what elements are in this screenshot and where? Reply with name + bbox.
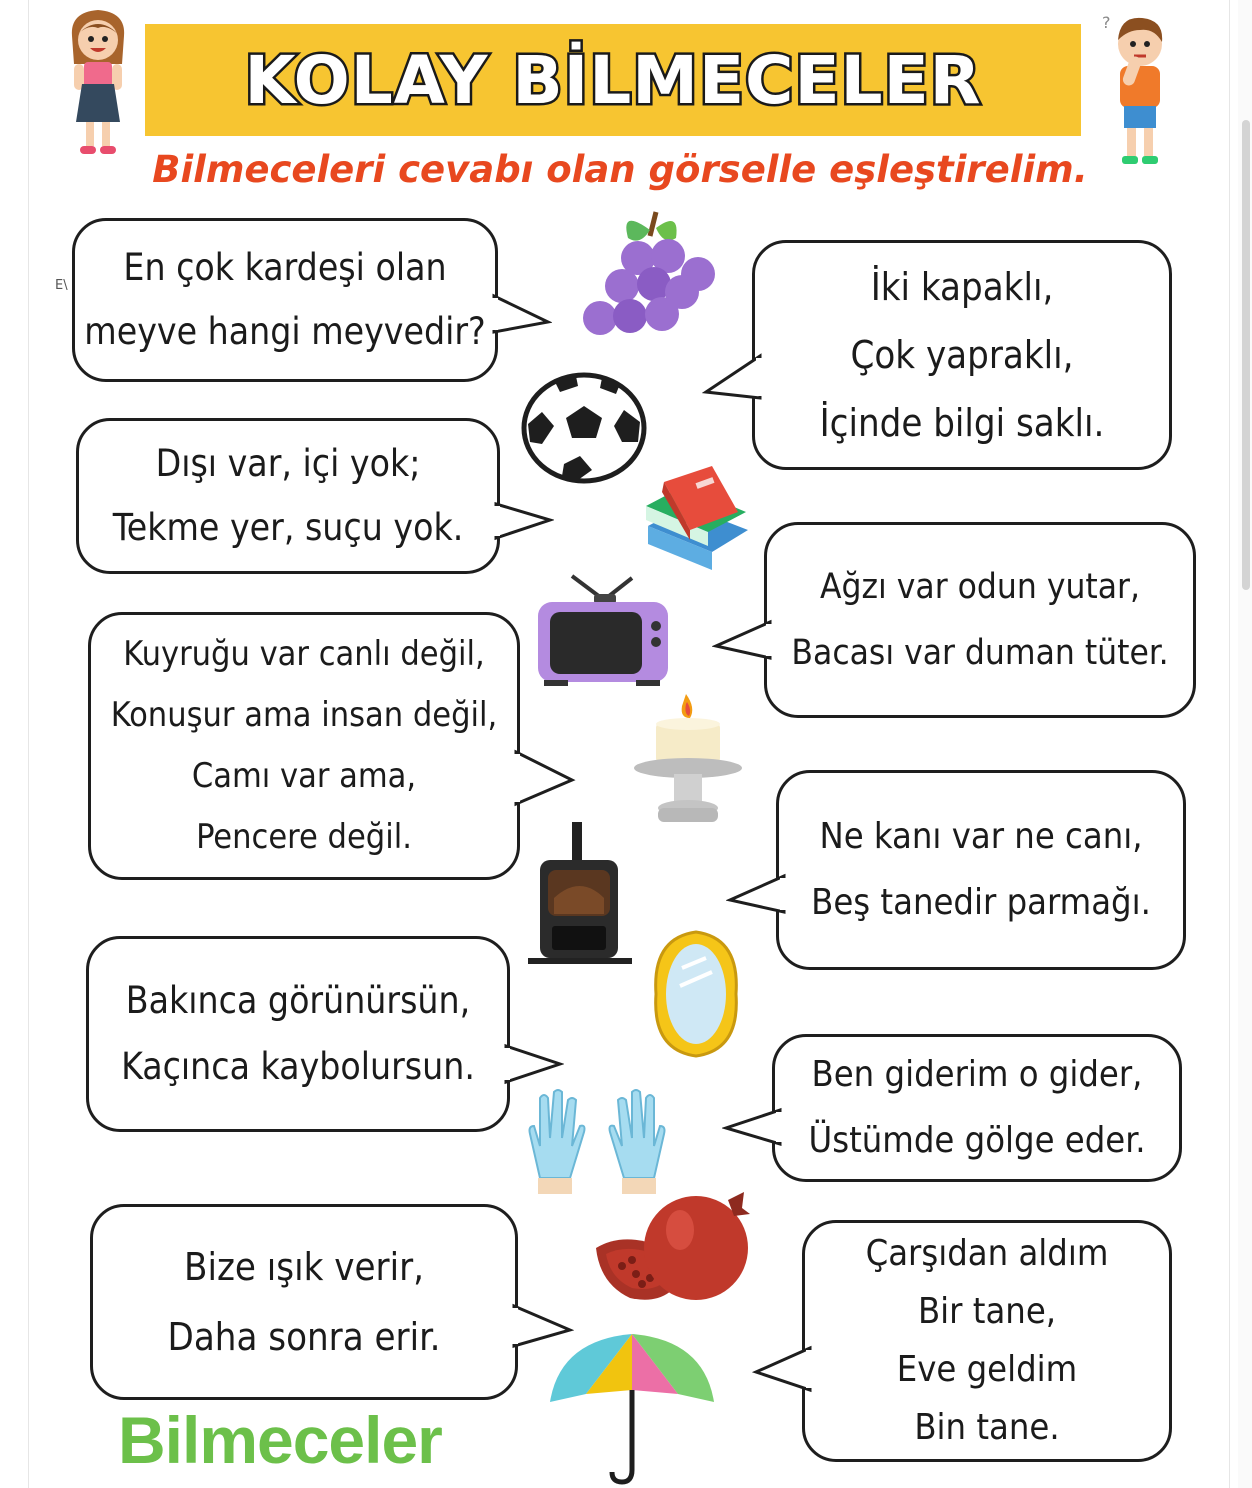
riddle-bubble-right-1 [752,240,1172,470]
riddle-line: Camı var ama, [191,756,417,796]
riddle-line: Ben giderim o gider, [811,1054,1143,1095]
bubble-tail [712,618,772,662]
television-icon [532,572,672,688]
riddle-line: Dışı var, içi yok; [155,442,421,485]
riddle-line: Çok yapraklı, [850,333,1074,377]
gloves-icon [518,1086,676,1194]
riddle-line: Pencere değil. [196,817,412,857]
riddle-line: Daha sonra erir. [167,1315,441,1359]
bubble-tail [492,292,552,336]
pomegranate-icon [592,1190,752,1312]
stove-icon [524,818,634,968]
riddle-bubble-right-4 [772,1034,1182,1182]
riddle-bubble-left-5 [90,1204,518,1400]
scrollbar-thumb[interactable] [1242,120,1250,590]
riddle-line: Bakınca görünürsün, [125,979,471,1022]
riddle-line: Ne kanı var ne canı, [819,816,1143,857]
riddle-line: Konuşur ama insan değil, [110,695,498,735]
soccer-ball-icon [520,372,648,484]
riddle-line: Üstümde gölge eder. [808,1120,1146,1161]
grapes-icon [580,206,720,338]
riddle-bubble-left-3 [88,612,520,880]
bubble-tail [514,748,576,808]
riddle-line: Tekme yer, suçu yok. [112,506,464,549]
mirror-icon [648,928,744,1060]
brand-watermark: Bilmeceler [118,1403,442,1477]
riddle-line: Çarşıdan aldım [865,1233,1109,1274]
riddle-line: Bize ışık verir, [184,1245,424,1289]
riddle-bubble-left-1 [72,218,498,382]
instruction-text: Bilmeceleri cevabı olan görselle eşleştirelim. [152,148,1088,191]
bubble-tail [702,352,762,402]
bubble-tail [722,1106,782,1150]
umbrella-icon [546,1330,718,1488]
riddle-bubble-left-4 [86,936,510,1132]
riddle-line: Bin tane. [914,1407,1060,1448]
page-title: KOLAY BİLMECELER [244,41,982,119]
riddle-bubble-right-5 [802,1220,1172,1462]
riddle-line: Kuyruğu var canlı değil, [123,634,485,674]
riddle-line: Kaçınca kaybolursun. [121,1045,475,1088]
riddle-bubble-right-2 [764,522,1196,718]
bubble-tail [504,1042,564,1086]
riddle-line: Eve geldim [896,1349,1078,1390]
stray-mark: E\ [55,278,68,293]
riddle-line: meyve hangi meyvedir? [84,310,486,353]
bubble-tail [752,1344,812,1394]
girl-character-icon [62,6,134,158]
scrollbar-track[interactable] [1238,0,1252,1488]
bubble-tail [494,500,554,544]
riddle-line: Beş tanedir parmağı. [811,882,1151,923]
riddle-line: Ağzı var odun yutar, [820,567,1140,607]
riddle-bubble-right-3 [776,770,1186,970]
riddle-line: Bir tane, [917,1291,1057,1332]
candle-icon [632,690,744,832]
riddle-line: İçinde bilgi saklı. [819,401,1105,445]
riddle-line: İki kapaklı, [870,265,1054,309]
riddle-line: En çok kardeşi olan [123,246,447,289]
riddle-bubble-left-2 [76,418,500,574]
thinking-boy-icon [1100,6,1180,170]
books-icon [642,460,754,578]
svg-text:?: ? [1102,13,1111,32]
riddle-line: Bacası var duman tüter. [791,633,1169,673]
bubble-tail [726,872,786,916]
